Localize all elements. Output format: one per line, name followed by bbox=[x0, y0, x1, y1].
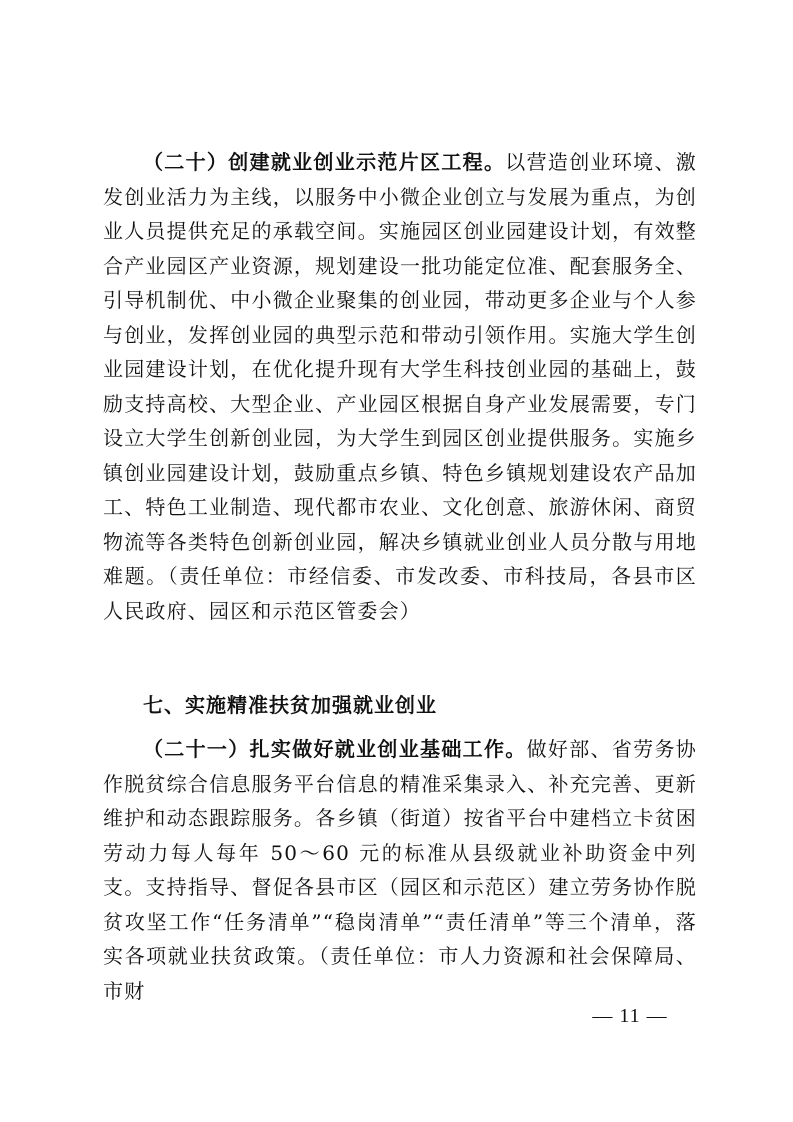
paragraph-body-section-20: 以营造创业环境、激发创业活力为主线，以服务中小微企业创立与发展为重点，为创业人员提供充足的承载空间。实施园区创业园建设计划，有效整合产业园区产业资源，规划建设一批功能定位准、配套服务全、引导机制优、中小微企业聚集的创业园，带动更多企业与个人参与创业，发挥创业园的典型示范和带动引领作用。实施大学生创业园建设计划，在优化提升现有大学生科技创业园的基础上，鼓励支持高校、大型企业、产业园区根据自身产业发展需要，专门设立大学生创新创业园，为大学生到园区创业提供服务。实施乡镇创业园建设计划，鼓励重点乡镇、特色乡镇规划建设农产品加工、特色工业制造、现代都市农业、文化创意、旅游休闲、商贸物流等各类特色创新创业园，解决乡镇就业创业人员分散与用地难题。（责任单位：市经信委、市发改委、市科技局，各县市区人民政府、园区和示范区管委会） bbox=[103, 150, 697, 623]
paragraph-lead-section-20: （二十）创建就业创业示范片区工程。 bbox=[143, 150, 506, 174]
section-heading-7: 七、实施精准扶贫加强就业创业 bbox=[143, 693, 437, 717]
paragraph-body-section-21: 做好部、省劳务协作脱贫综合信息服务平台信息的精准采集录入、补充完善、更新维护和动态跟踪服务。各乡镇（街道）按省平台中建档立卡贫困劳动力每人每年 50～60 元的标准从县级就业补助资金中列支。支持指导、督促各县市区（园区和示范区）建立劳务协作脱贫攻坚工作“任务清单”“稳岗清单”“责任清单”等三个清单，落实各项就业扶贫政策。（责任单位：市人力资源和社会保障局、市财 bbox=[103, 737, 697, 1003]
page-number: — 11 — bbox=[592, 1005, 668, 1027]
paragraph-section-20 bbox=[103, 145, 697, 628]
paragraph-section-21 bbox=[103, 732, 697, 1008]
paragraph-lead-section-21: （二十一）扎实做好就业创业基础工作。 bbox=[143, 737, 527, 761]
